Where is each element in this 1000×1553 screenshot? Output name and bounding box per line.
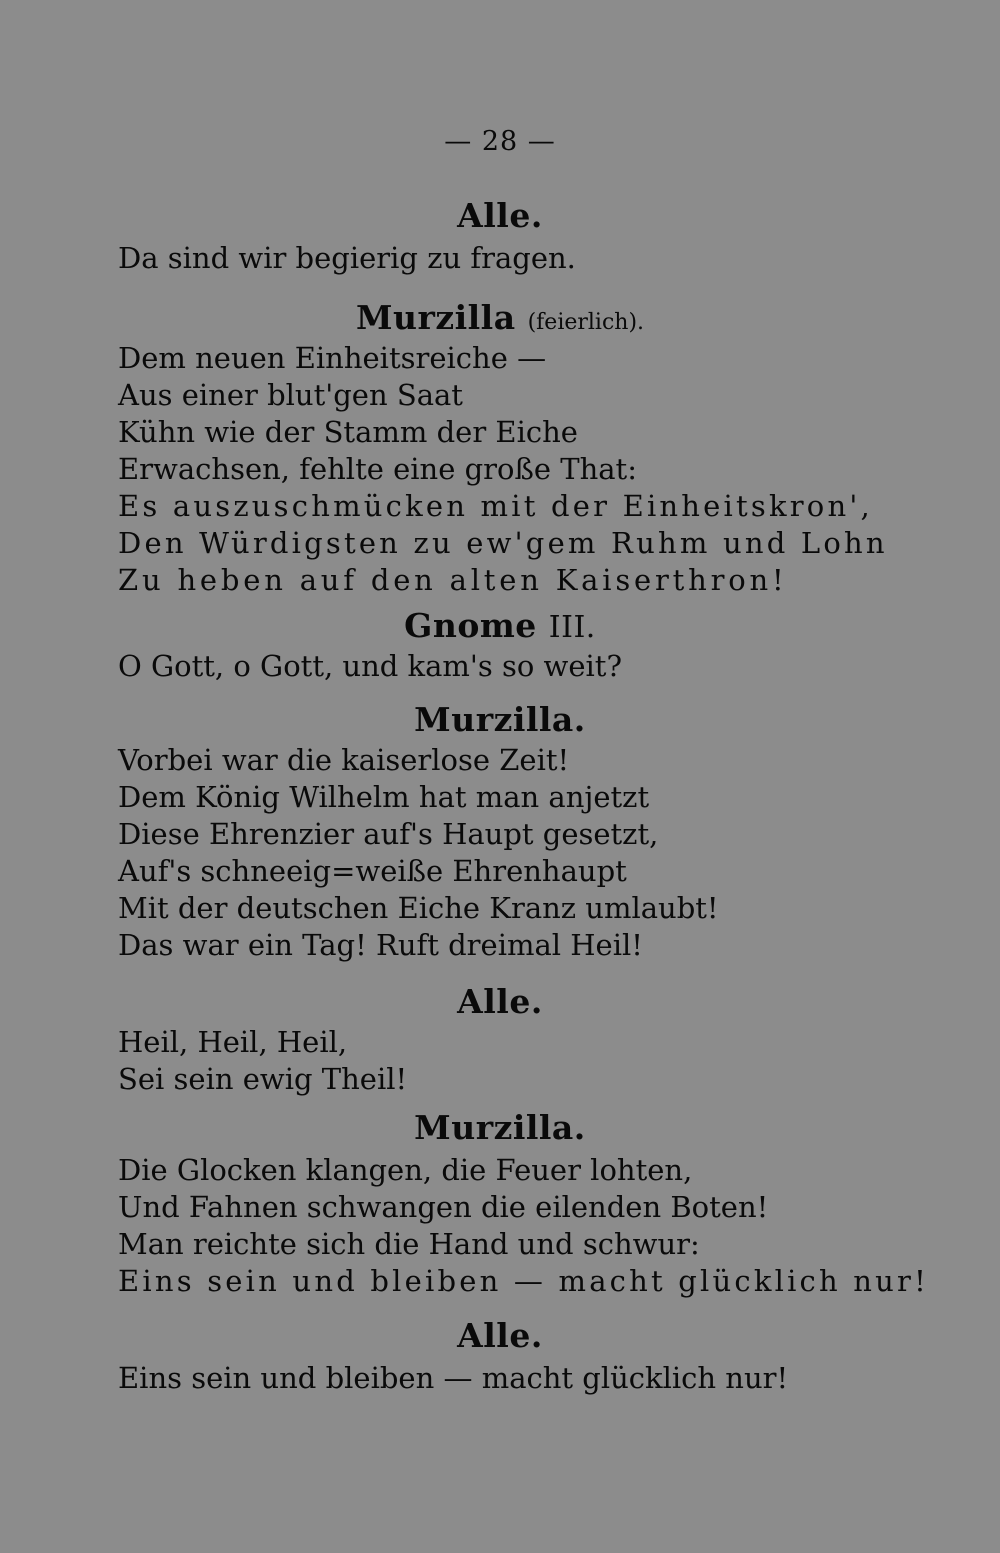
verse-block bbox=[118, 340, 918, 599]
speaker-name: Alle. bbox=[457, 1316, 543, 1355]
verse-line: Sei sein ewig Theil! bbox=[118, 1062, 408, 1096]
speaker-name: Murzilla. bbox=[414, 1108, 586, 1147]
verse-line: Eins sein und bleiben — macht glücklich nur! bbox=[118, 1264, 929, 1298]
verse-line: Mit der deutschen Eiche Kranz umlaubt! bbox=[118, 891, 719, 925]
speaker-heading bbox=[0, 700, 1000, 739]
verse-line: Kühn wie der Stamm der Eiche bbox=[118, 415, 578, 449]
verse-line: Heil, Heil, Heil, bbox=[118, 1025, 348, 1059]
verse-line: Erwachsen, fehlte eine große That: bbox=[118, 452, 637, 486]
speaker-name: Gnome bbox=[404, 606, 537, 645]
verse-block bbox=[118, 1024, 918, 1098]
verse-line: Zu heben auf den alten Kaiserthron! bbox=[118, 563, 788, 597]
verse-line: Diese Ehrenzier auf's Haupt gesetzt, bbox=[118, 817, 659, 851]
speaker-name: Alle. bbox=[457, 196, 543, 235]
verse-line: Auf's schneeig=weiße Ehrenhaupt bbox=[118, 854, 627, 888]
speaker-heading bbox=[0, 1316, 1000, 1355]
verse-line: Die Glocken klangen, die Feuer lohten, bbox=[118, 1153, 693, 1187]
verse-line: Da sind wir begierig zu fragen. bbox=[118, 241, 576, 275]
verse-block bbox=[118, 1152, 929, 1300]
speaker-heading bbox=[0, 196, 1000, 235]
verse-line: Vorbei war die kaiserlose Zeit! bbox=[118, 743, 570, 777]
verse-block bbox=[118, 742, 918, 964]
speaker-number: III. bbox=[548, 610, 596, 645]
verse-line: Man reichte sich die Hand und schwur: bbox=[118, 1227, 700, 1261]
speaker-heading bbox=[0, 606, 1000, 645]
verse-line: Aus einer blut'gen Saat bbox=[118, 378, 463, 412]
verse-line: Es auszuschmücken mit der Einheitskron', bbox=[118, 489, 873, 523]
verse-line: Dem König Wilhelm hat man anjetzt bbox=[118, 780, 650, 814]
stage-direction: (feierlich). bbox=[527, 310, 645, 335]
verse-line: Das war ein Tag! Ruft dreimal Heil! bbox=[118, 928, 643, 962]
speaker-name: Murzilla. bbox=[414, 700, 586, 739]
speaker-heading bbox=[0, 298, 1000, 337]
speaker-name: Alle. bbox=[457, 982, 543, 1021]
verse-line: Den Würdigsten zu ew'gem Ruhm und Lohn bbox=[118, 526, 888, 560]
speaker-heading bbox=[0, 1108, 1000, 1147]
verse-block bbox=[118, 1360, 918, 1397]
verse-block bbox=[118, 240, 918, 277]
speaker-heading bbox=[0, 982, 1000, 1021]
verse-line: Und Fahnen schwangen die eilenden Boten! bbox=[118, 1190, 769, 1224]
page-number: — 28 — bbox=[444, 126, 556, 157]
verse-block bbox=[118, 648, 918, 685]
verse-line: Eins sein und bleiben — macht glücklich nur! bbox=[118, 1361, 789, 1395]
verse-line: O Gott, o Gott, und kam's so weit? bbox=[118, 649, 623, 683]
verse-line: Dem neuen Einheitsreiche — bbox=[118, 341, 547, 375]
speaker-name: Murzilla bbox=[355, 298, 516, 337]
